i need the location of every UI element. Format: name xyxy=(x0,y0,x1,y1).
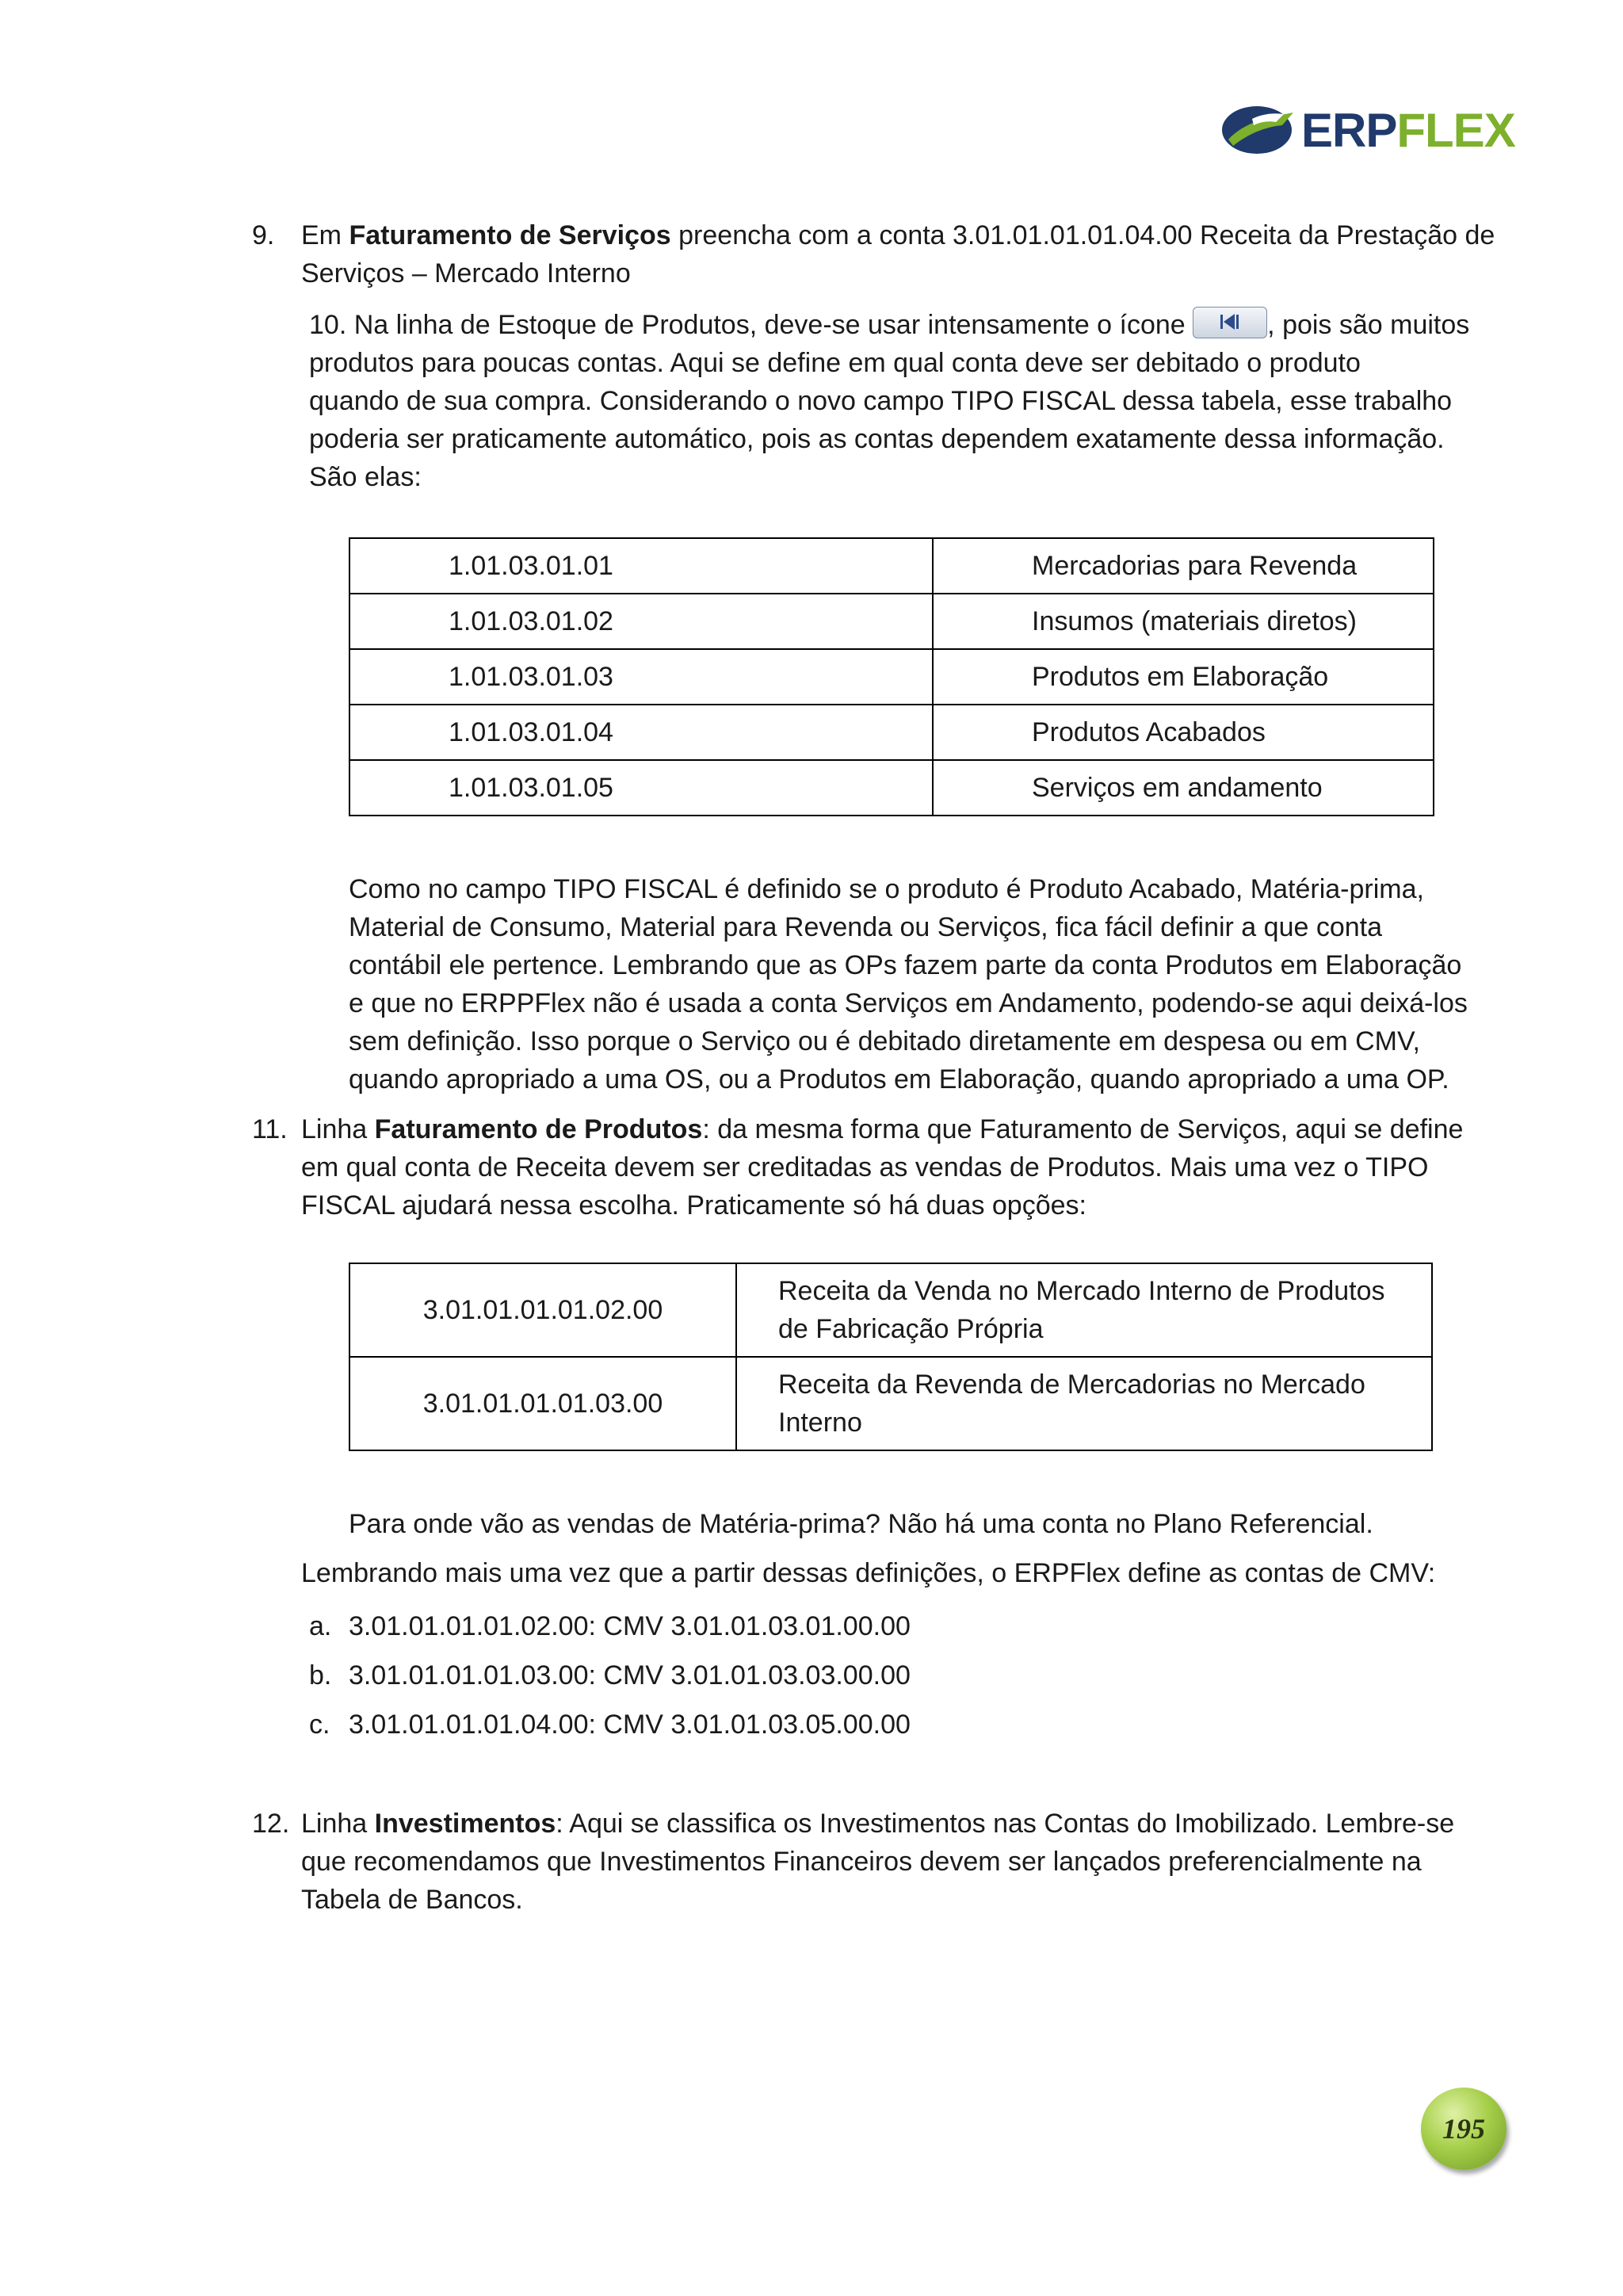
paragraph-line: Como no campo TIPO FISCAL é definido se o produto é Produto Acabado, Matéria-prima, xyxy=(349,874,1424,904)
item-11-post: : da mesma forma que Faturamento de Serviços, aqui se define xyxy=(702,1114,1464,1144)
list-item: 3.01.01.01.01.04.00: CMV 3.01.01.03.05.00.00 xyxy=(349,1710,911,1740)
item-12-pre: Linha xyxy=(301,1809,375,1839)
item-12-line-3: Tabela de Bancos. xyxy=(301,1885,523,1915)
item-12-line-2: que recomendamos que Investimentos Financeiros devem ser lançados preferencialmente na xyxy=(301,1847,1422,1877)
table-cell-desc: Serviços em andamento xyxy=(933,760,1434,816)
table-cell-desc: Mercadorias para Revenda xyxy=(933,538,1434,594)
list-item-letter: a. xyxy=(309,1611,332,1641)
item-10-line-1-pre: 10. Na linha de Estoque de Produtos, deve-se usar intensamente o ícone xyxy=(309,310,1193,340)
erpflex-logo xyxy=(1220,98,1515,162)
back-arrow-icon xyxy=(1193,307,1267,338)
item-11-pre: Linha xyxy=(301,1114,375,1144)
table-cell-desc-line: de Fabricação Própria xyxy=(778,1314,1044,1344)
table-row xyxy=(349,760,1434,816)
table-cell-desc xyxy=(736,1357,1432,1450)
paragraph-line: quando apropriado a uma OS, ou a Produtos em Elaboração, quando apropriado a uma OP. xyxy=(349,1064,1449,1095)
paragraph-line: e que no ERPPFlex não é usada a conta Serviços em Andamento, podendo-se aqui deixá-los xyxy=(349,988,1468,1018)
lembrando-paragraph: Lembrando mais uma vez que a partir dessas definições, o ERPFlex define as contas de CMV: xyxy=(301,1558,1436,1588)
table-cell-code: 1.01.03.01.05 xyxy=(349,760,933,816)
table-cell-code: 1.01.03.01.01 xyxy=(349,538,933,594)
table-cell-desc-line: Receita da Revenda de Mercadorias no Mercado xyxy=(778,1370,1365,1400)
logo-flex-text: FLEX xyxy=(1396,104,1515,157)
logo-erp-text: ERP xyxy=(1301,104,1397,157)
table-cell-desc-line: Receita da Venda no Mercado Interno de Produtos xyxy=(778,1276,1385,1306)
materia-prima-paragraph: Para onde vão as vendas de Matéria-prima? Não há uma conta no Plano Referencial. xyxy=(349,1509,1373,1539)
table-cell-code: 1.01.03.01.02 xyxy=(349,594,933,649)
item-10-line-3: quando de sua compra. Considerando o novo campo TIPO FISCAL dessa tabela, esse trabalho xyxy=(309,386,1453,416)
table-cell-desc-line: Interno xyxy=(778,1408,862,1438)
table-cell-desc: Produtos em Elaboração xyxy=(933,649,1434,705)
page-number-badge: 195 xyxy=(1421,2088,1507,2170)
table-row xyxy=(349,649,1434,705)
paragraph-line: contábil ele pertence. Lembrando que as OPs fazem parte da conta Produtos em Elaboração xyxy=(349,950,1462,980)
item-9-bold: Faturamento de Serviços xyxy=(349,220,671,250)
item-11-line-2: em qual conta de Receita devem ser creditadas as vendas de Produtos. Mais uma vez o TIPO xyxy=(301,1152,1429,1182)
table-row xyxy=(349,705,1434,760)
revenue-accounts-table xyxy=(349,1263,1433,1451)
item-12-bold: Investimentos xyxy=(374,1809,556,1839)
logo-swoosh-icon xyxy=(1220,98,1300,162)
item-10-line-5: São elas: xyxy=(309,462,422,492)
item-10-line-2: produtos para poucas contas. Aqui se define em qual conta deve ser debitado o produto xyxy=(309,348,1361,378)
logo-wordmark xyxy=(1301,103,1515,159)
item-9-pre: Em xyxy=(301,220,349,250)
table-cell-desc: Produtos Acabados xyxy=(933,705,1434,760)
stock-accounts-table xyxy=(349,537,1434,816)
item-9-line-1 xyxy=(301,216,1495,254)
list-item: 3.01.01.01.01.02.00: CMV 3.01.01.03.01.00.00 xyxy=(349,1611,911,1641)
item-9-line-2: Serviços – Mercado Interno xyxy=(301,258,631,288)
table-cell-code: 1.01.03.01.04 xyxy=(349,705,933,760)
item-9-number: 9. xyxy=(252,220,275,250)
table-cell-desc: Insumos (materiais diretos) xyxy=(933,594,1434,649)
paragraph-line: sem definição. Isso porque o Serviço ou é debitado diretamente em despesa ou em CMV, xyxy=(349,1026,1420,1056)
table-cell-desc xyxy=(736,1263,1432,1357)
item-10-line-4: poderia ser praticamente automático, pois as contas dependem exatamente dessa informação. xyxy=(309,424,1445,454)
item-11-line-1 xyxy=(301,1110,1463,1148)
item-10-line-1 xyxy=(309,306,1469,344)
list-item-letter: c. xyxy=(309,1710,330,1740)
table-row xyxy=(349,1357,1432,1450)
list-item: 3.01.01.01.01.03.00: CMV 3.01.01.03.03.00.00 xyxy=(349,1660,911,1690)
item-11-line-3: FISCAL ajudará nessa escolha. Praticamente só há duas opções: xyxy=(301,1190,1086,1221)
item-12-number: 12. xyxy=(252,1809,290,1839)
item-9-post: preencha com a conta 3.01.01.01.01.04.00 Receita da Prestação de xyxy=(670,220,1495,250)
table-cell-code: 3.01.01.01.01.03.00 xyxy=(349,1357,736,1450)
table-cell-code: 1.01.03.01.03 xyxy=(349,649,933,705)
table-row xyxy=(349,594,1434,649)
item-11-number: 11. xyxy=(252,1114,288,1144)
list-item-letter: b. xyxy=(309,1660,332,1690)
item-12-post: : Aqui se classifica os Investimentos nas Contas do Imobilizado. Lembre-se xyxy=(556,1809,1455,1839)
item-10-line-1-post: , pois são muitos xyxy=(1267,310,1470,340)
table-cell-code: 3.01.01.01.01.02.00 xyxy=(349,1263,736,1357)
paragraph-line: Material de Consumo, Material para Revenda ou Serviços, fica fácil definir a que conta xyxy=(349,912,1383,942)
item-11-bold: Faturamento de Produtos xyxy=(374,1114,703,1144)
item-12-line-1 xyxy=(301,1805,1454,1843)
table-row xyxy=(349,1263,1432,1357)
table-row xyxy=(349,538,1434,594)
